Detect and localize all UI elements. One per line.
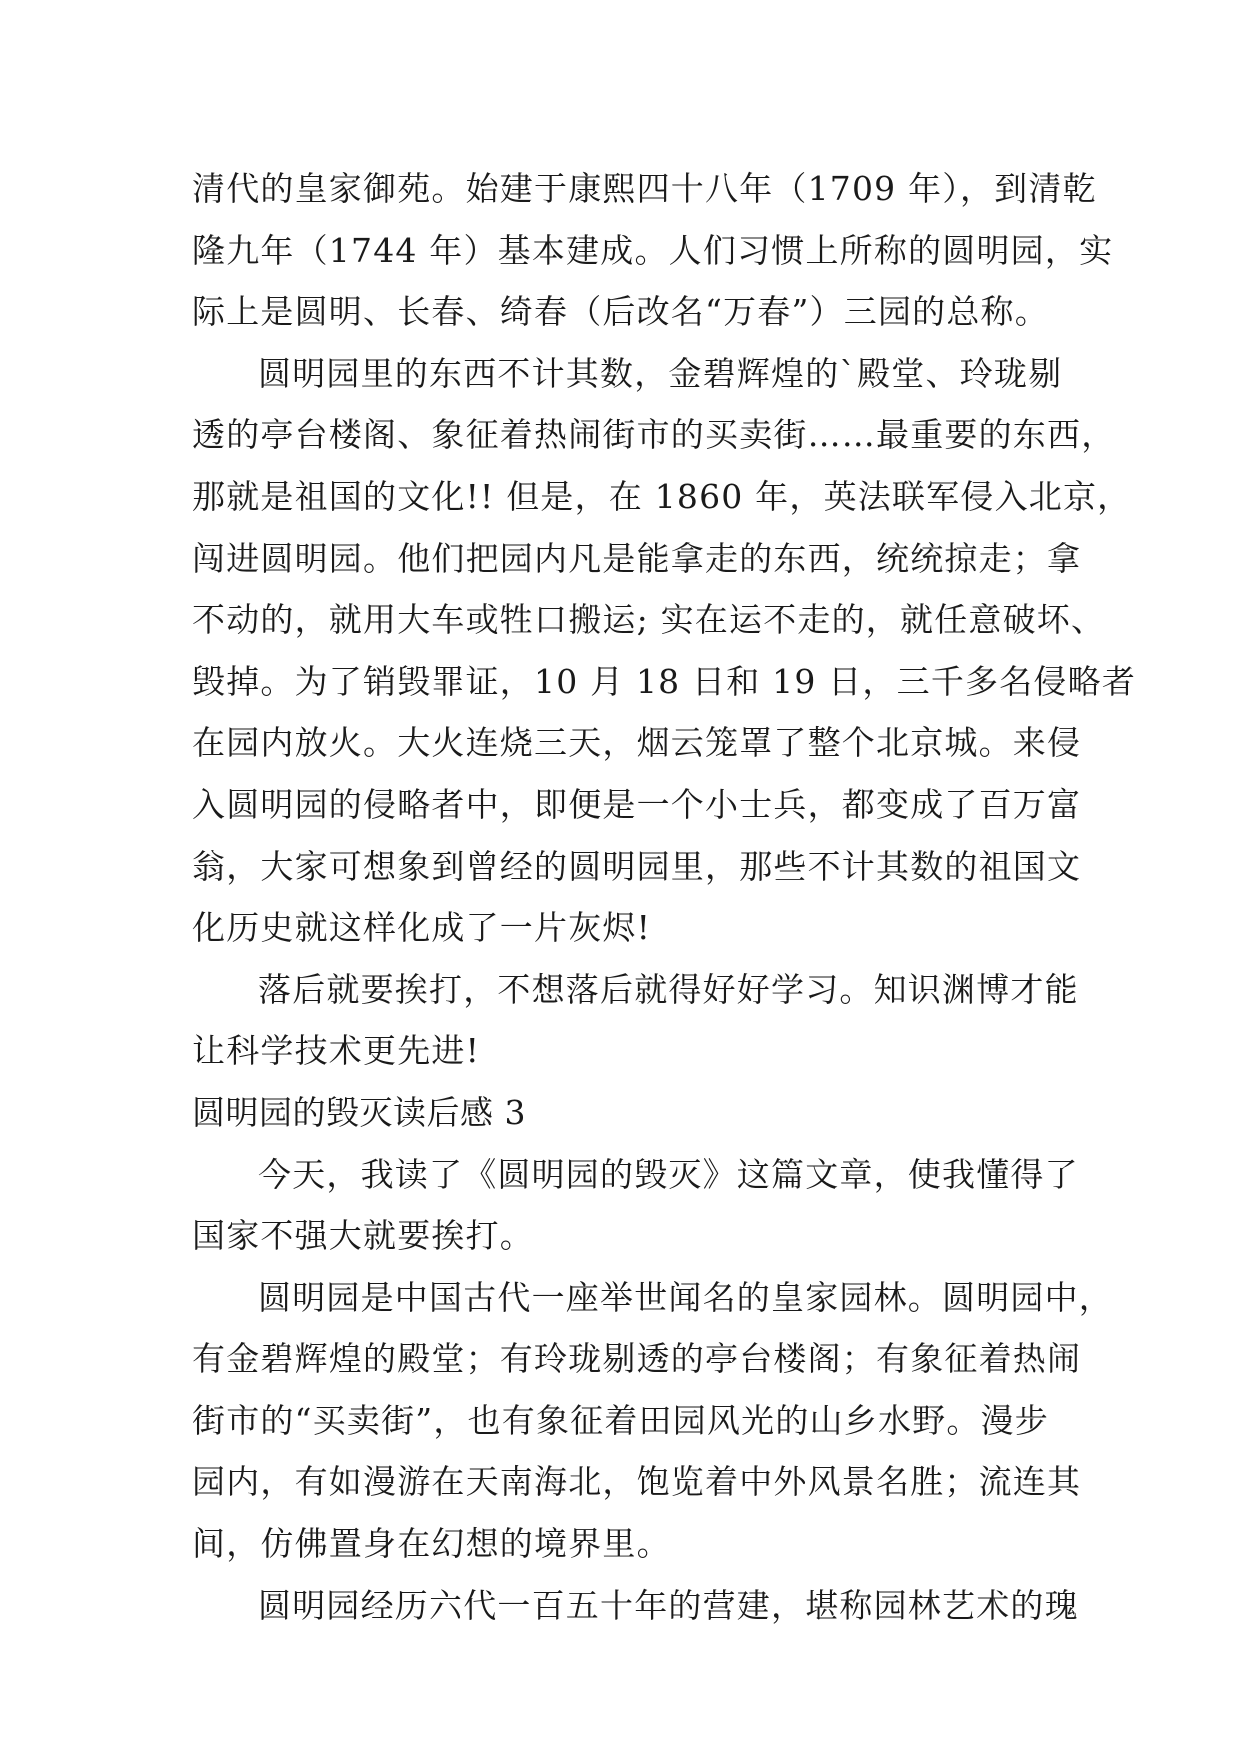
paragraph-first-line: 圆明园是中国古代一座举世闻名的皇家园林。圆明园中， <box>258 1277 1113 1317</box>
text-line: 那就是祖国的文化!! 但是，在 1860 年，英法联军侵入北京， <box>192 476 1132 516</box>
section-heading: 圆明园的毁灭读后感 3 <box>192 1092 526 1132</box>
paragraph-first-line: 落后就要挨打，不想落后就得好好学习。知识渊博才能 <box>258 969 1079 1009</box>
text-line: 街市的“买卖街”，也有象征着田园风光的山乡水野。漫步 <box>192 1400 1049 1440</box>
text-line: 有金碧辉煌的殿堂；有玲珑剔透的亭台楼阁；有象征着热闹 <box>192 1339 1082 1379</box>
document-page <box>192 158 1137 1636</box>
text-line: 入圆明园的侵略者中，即便是一个小士兵，都变成了百万富 <box>192 784 1082 824</box>
text-line: 在园内放火。大火连烧三天，烟云笼罩了整个北京城。来侵 <box>192 723 1082 763</box>
text-line: 让科学技术更先进! <box>192 1031 481 1071</box>
text-line: 闯进圆明园。他们把园内凡是能拿走的东西，统统掠走；拿 <box>192 538 1082 578</box>
text-line: 清代的皇家御苑。始建于康熙四十八年（1709 年），到清乾 <box>192 169 1097 208</box>
text-line: 间，仿佛置身在幻想的境界里。 <box>192 1524 671 1564</box>
text-line: 国家不强大就要挨打。 <box>192 1216 534 1256</box>
paragraph-first-line: 圆明园经历六代一百五十年的营建，堪称园林艺术的瑰 <box>258 1585 1079 1625</box>
text-line: 毁掉。为了销毁罪证，10 月 18 日和 19 日，三千多名侵略者 <box>192 661 1137 701</box>
text-line: 透的亭台楼阁、象征着热闹街市的买卖街……最重要的东西， <box>192 415 1116 455</box>
text-line: 不动的，就用大车或牲口搬运; 实在运不走的，就任意破坏、 <box>192 600 1106 640</box>
text-line: 翁，大家可想象到曾经的圆明园里，那些不计其数的祖国文 <box>192 846 1082 886</box>
text-line: 园内，有如漫游在天南海北，饱览着中外风景名胜；流连其 <box>192 1462 1082 1502</box>
text-line: 化历史就这样化成了一片灰烬! <box>192 908 652 948</box>
paragraph-first-line: 圆明园里的东西不计其数，金碧辉煌的`殿堂、玲珑剔 <box>258 353 1063 393</box>
text-line: 隆九年（1744 年）基本建成。人们习惯上所称的圆明园，实 <box>192 230 1114 270</box>
paragraph-first-line: 今天，我读了《圆明园的毁灭》这篇文章，使我懂得了 <box>258 1154 1079 1194</box>
text-line: 际上是圆明、长春、绮春（后改名“万春”）三园的总称。 <box>192 292 1049 332</box>
